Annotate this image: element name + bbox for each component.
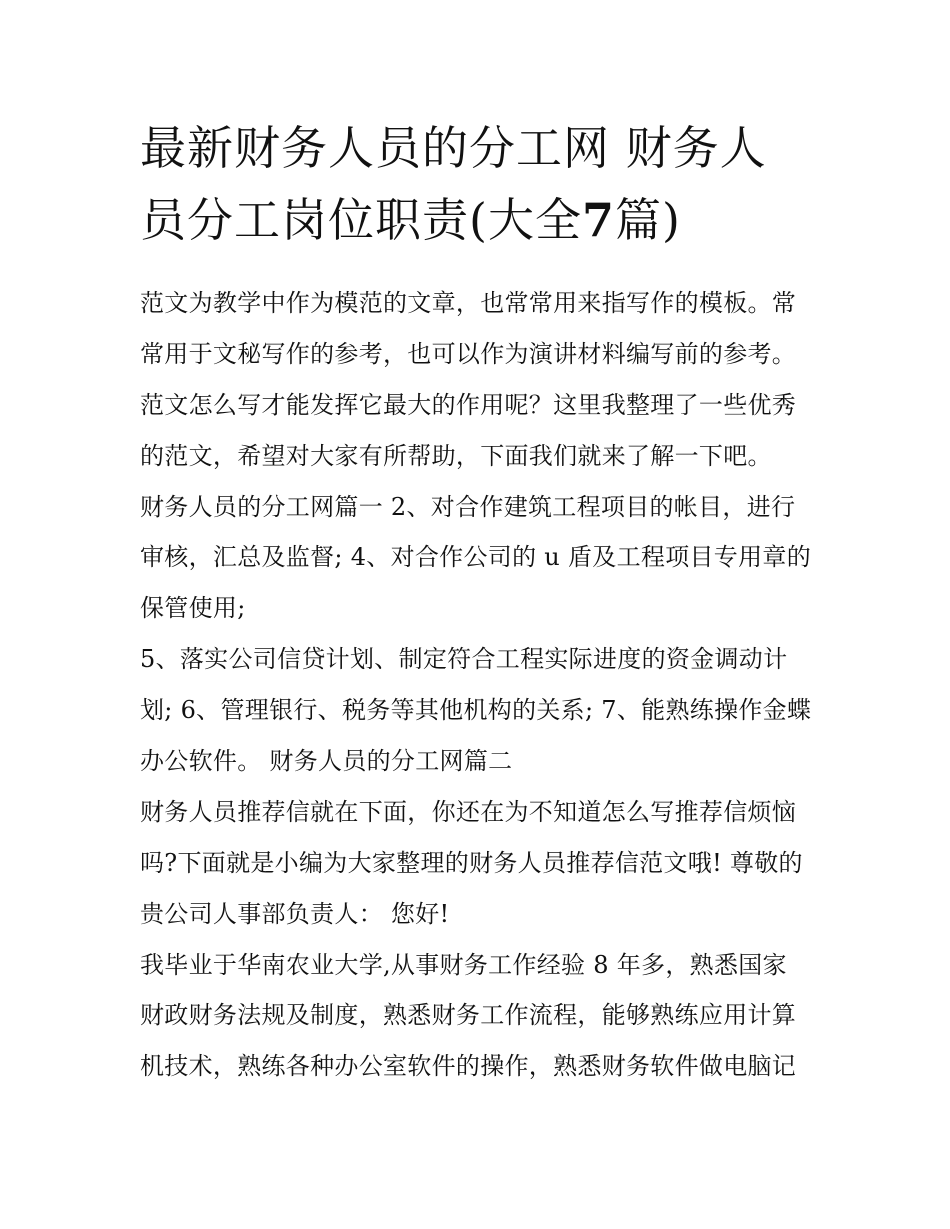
body-line: 财务人员推荐信就在下面，你还在为不知道怎么写推荐信烦恼 — [140, 797, 797, 826]
body-line: 吗?下面就是小编为大家整理的财务人员推荐信范文哦! 尊敬的 — [140, 848, 803, 877]
document-body — [140, 278, 820, 1092]
body-line: 常用于文秘写作的参考，也可以作为演讲材料编写前的参考。 — [140, 339, 797, 368]
body-line: 范文为教学中作为模范的文章，也常常用来指写作的模板。常 — [140, 289, 797, 317]
body-line: 5、落实公司信贷计划、制定符合工程实际进度的资金调动计 — [140, 645, 788, 674]
body-line: 的范文，希望对大家有所帮助，下面我们就来了解一下吧。 — [140, 441, 772, 470]
title-line-2 — [140, 184, 820, 256]
body-line: 划; 6、管理银行、税务等其他机构的关系; 7、能熟练操作金蝶 — [140, 696, 812, 725]
document-title — [140, 112, 820, 256]
title-line-1: 最新财务人员的分工网 财务人 — [140, 121, 767, 175]
body-line: 范文怎么写才能发挥它最大的作用呢？这里我整理了一些优秀 — [140, 390, 797, 419]
body-line: 财务人员的分工网篇一 2、对合作建筑工程项目的帐目，进行 — [140, 492, 796, 521]
body-line: 保管使用; — [140, 594, 246, 623]
body-line: 贵公司人事部负责人： 您好! — [140, 899, 450, 928]
title-line-2-text: 员分工岗位职责(大全 — [140, 193, 582, 247]
body-line: 机技术，熟练各种办公室软件的操作，熟悉财务软件做电脑记 — [140, 1052, 797, 1081]
body-line: 办公软件。 财务人员的分工网篇二 — [140, 747, 513, 776]
body-line: 财政财务法规及制度，熟悉财务工作流程，能够熟练应用计算 — [140, 1001, 797, 1030]
body-line: 我毕业于华南农业大学,从事财务工作经验 8 年多，熟悉国家 — [140, 950, 787, 979]
body-line: 审核，汇总及监督; 4、对合作公司的 u 盾及工程项目专用章的 — [140, 543, 811, 572]
title-line-2-end: 篇) — [614, 193, 681, 247]
title-number: 7 — [581, 193, 615, 247]
